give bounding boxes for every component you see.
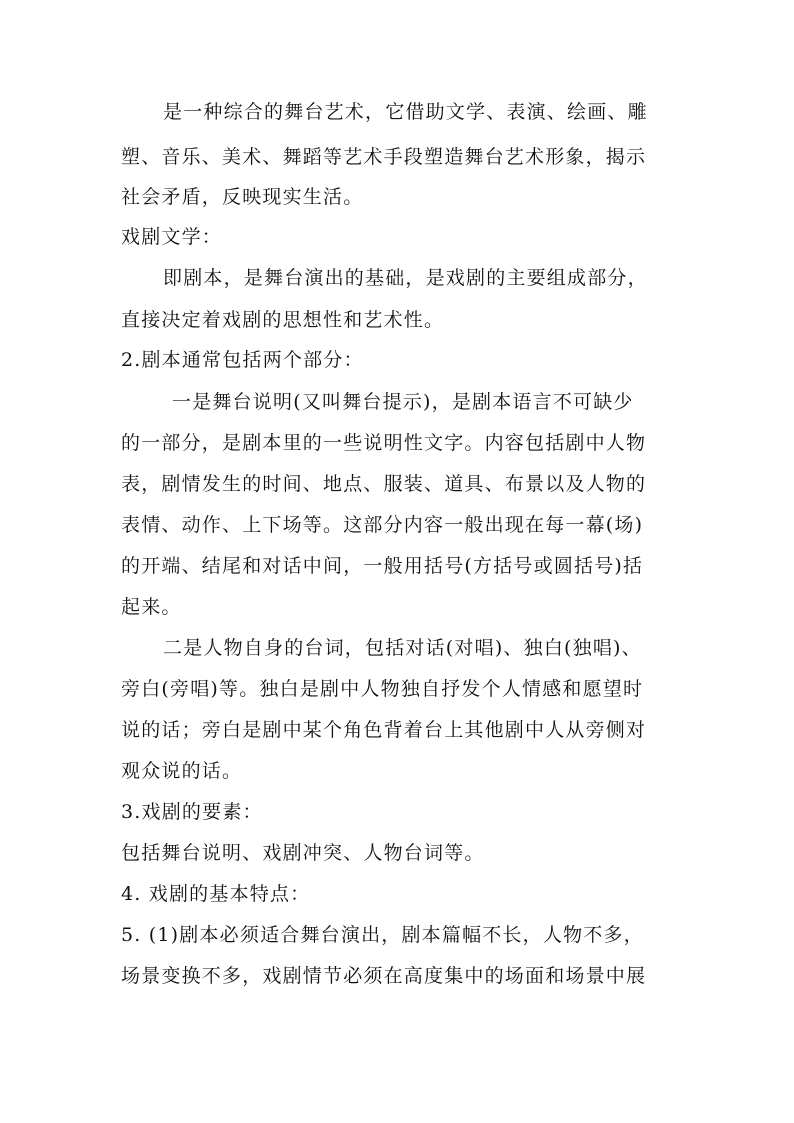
text-line-10: 表，剧情发生的时间、地点、服装、道具、布景以及人物的 [121, 473, 647, 495]
section-heading-2: 2.剧本通常包括两个部分： [121, 349, 364, 371]
text-line-8: 一是舞台说明(又叫舞台提示)，是剧本语言不可缺少 [172, 391, 634, 413]
text-line-9: 的一部分，是剧本里的一些说明性文字。内容包括剧中人物 [121, 432, 647, 454]
text-line-12: 的开端、结尾和对话中间，一般用括号(方括号或圆括号)括 [121, 555, 644, 577]
text-line-11: 表情、动作、上下场等。这部分内容一般出现在每一幕(场) [121, 514, 644, 536]
text-line-2: 塑、音乐、美术、舞蹈等艺术手段塑造舞台艺术形象，揭示 [121, 146, 647, 168]
text-line-19: 包括舞台说明、戏剧冲突、人物台词等。 [121, 842, 485, 864]
text-line-1: 是一种综合的舞台艺术，它借助文学、表演、绘画、雕 [163, 101, 648, 123]
section-heading-5: 5. (1)剧本必须适合舞台演出，剧本篇幅不长，人物不多， [121, 924, 644, 946]
section-heading-drama-literature: 戏剧文学： [121, 226, 223, 248]
text-line-17: 观众说的话。 [121, 760, 243, 782]
text-line-14: 二是人物自身的台词，包括对话(对唱)、独白(独唱)、 [163, 637, 642, 659]
text-line-6: 直接决定着戏剧的思想性和艺术性。 [121, 309, 445, 331]
text-line-15: 旁白(旁唱)等。独白是剧中人物独自抒发个人情感和愿望时 [121, 678, 644, 700]
text-line-13: 起来。 [121, 596, 182, 618]
text-line-3: 社会矛盾，反映现实生活。 [121, 186, 364, 208]
section-heading-4: 4. 戏剧的基本特点： [121, 883, 311, 905]
text-line-22: 场景变换不多，戏剧情节必须在高度集中的场面和场景中展 [121, 965, 647, 987]
section-heading-3: 3.戏剧的要素： [121, 801, 263, 823]
text-line-5: 即剧本，是舞台演出的基础，是戏剧的主要组成部分， [163, 267, 648, 289]
text-line-16: 说的话；旁白是剧中某个角色背着台上其他剧中人从旁侧对 [121, 719, 647, 741]
